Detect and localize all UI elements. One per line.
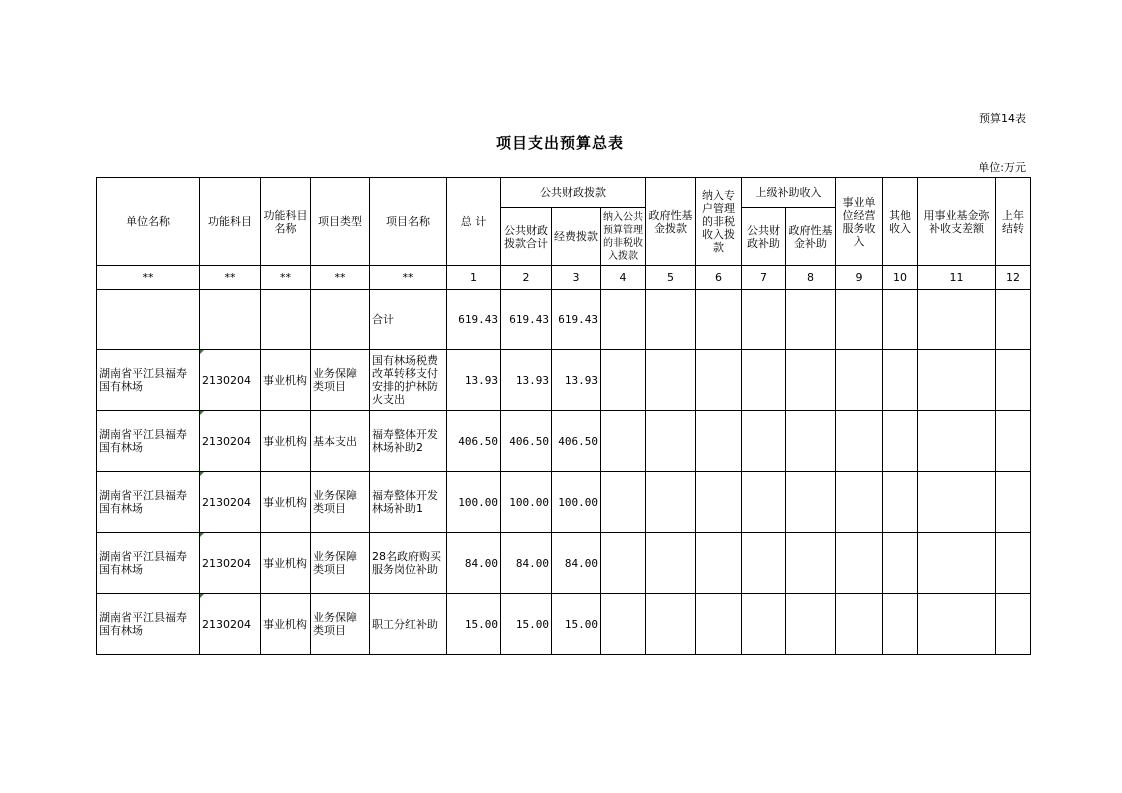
row-funding: 15.00 xyxy=(552,594,601,655)
index-row xyxy=(97,266,1031,290)
table-row xyxy=(97,350,1031,411)
row-code: 2130204 xyxy=(200,594,261,655)
unit-label: 单位:万元 xyxy=(978,161,1026,174)
header-project-type: 项目类型 xyxy=(311,178,370,266)
cell-empty xyxy=(97,290,200,350)
cell-empty xyxy=(786,472,836,533)
row-unit-name: 湖南省平江县福寿国有林场 xyxy=(97,472,200,533)
total-label: 合计 xyxy=(370,290,447,350)
cell-empty xyxy=(646,350,696,411)
cell-empty xyxy=(786,594,836,655)
row-unit-name: 湖南省平江县福寿国有林场 xyxy=(97,350,200,411)
cell-empty xyxy=(883,411,918,472)
row-project xyxy=(370,411,447,472)
header-business-income: 事业单位经营服务收入 xyxy=(836,178,883,266)
total-amount: 619.43 xyxy=(447,290,501,350)
cell-empty xyxy=(601,411,646,472)
cell-empty xyxy=(601,472,646,533)
header-gov-fund-subsidy: 政府性基金补助 xyxy=(786,208,836,266)
index-cell: 11 xyxy=(918,266,996,290)
row-public-finance: 100.00 xyxy=(501,472,552,533)
cell-empty xyxy=(883,594,918,655)
header-total: 总 计 xyxy=(447,178,501,266)
header-public-finance-subsidy: 公共财政补助 xyxy=(742,208,786,266)
cell-empty xyxy=(918,411,996,472)
row-project xyxy=(370,350,447,411)
header-public-finance-total: 公共财政拨款合计 xyxy=(501,208,552,266)
row-subject: 事业机构 xyxy=(261,594,311,655)
table-row xyxy=(97,472,1031,533)
cell-empty xyxy=(883,350,918,411)
cell-empty xyxy=(311,290,370,350)
table-header xyxy=(97,178,1031,290)
row-project xyxy=(370,472,447,533)
cell-empty xyxy=(996,290,1031,350)
row-public-finance: 406.50 xyxy=(501,411,552,472)
cell-empty xyxy=(601,350,646,411)
cell-empty xyxy=(836,472,883,533)
header-non-tax-budget: 纳入公共预算管理的非税收入拨款 xyxy=(601,208,646,266)
row-total: 84.00 xyxy=(447,533,501,594)
header-func-subject-name: 功能科目名称 xyxy=(261,178,311,266)
header-special-account: 纳入专户管理的非税收入拨款 xyxy=(696,178,742,266)
cell-empty xyxy=(742,411,786,472)
cell-empty xyxy=(786,533,836,594)
row-public-finance: 84.00 xyxy=(501,533,552,594)
header-gov-fund: 政府性基金拨款 xyxy=(646,178,696,266)
cell-empty xyxy=(742,472,786,533)
cell-empty xyxy=(786,411,836,472)
index-cell: 7 xyxy=(742,266,786,290)
index-cell: ** xyxy=(97,266,200,290)
header-unit-name: 单位名称 xyxy=(97,178,200,266)
row-subject: 事业机构 xyxy=(261,350,311,411)
index-cell: 9 xyxy=(836,266,883,290)
table-body xyxy=(97,290,1031,655)
cell-empty xyxy=(646,594,696,655)
header-funding: 经费拨款 xyxy=(552,208,601,266)
row-public-finance: 13.93 xyxy=(501,350,552,411)
cell-empty xyxy=(883,472,918,533)
cell-empty xyxy=(918,472,996,533)
row-code: 2130204 xyxy=(200,411,261,472)
row-unit-name: 湖南省平江县福寿国有林场 xyxy=(97,533,200,594)
header-other-income: 其他收入 xyxy=(883,178,918,266)
index-cell: 12 xyxy=(996,266,1031,290)
index-cell: 4 xyxy=(601,266,646,290)
cell-empty xyxy=(742,533,786,594)
row-project-text: 职工分红补助 xyxy=(372,617,438,631)
cell-empty xyxy=(996,472,1031,533)
index-cell: ** xyxy=(370,266,447,290)
cell-empty xyxy=(646,472,696,533)
cell-empty xyxy=(918,350,996,411)
cell-empty xyxy=(261,290,311,350)
cell-empty xyxy=(646,533,696,594)
row-code: 2130204 xyxy=(200,533,261,594)
header-fund-deficit: 用事业基金弥补收支差额 xyxy=(918,178,996,266)
row-code: 2130204 xyxy=(200,350,261,411)
cell-empty xyxy=(601,290,646,350)
row-type: 业务保障类项目 xyxy=(311,533,370,594)
row-public-finance: 15.00 xyxy=(501,594,552,655)
cell-empty xyxy=(836,411,883,472)
cell-empty xyxy=(646,290,696,350)
cell-empty xyxy=(696,290,742,350)
index-cell: 3 xyxy=(552,266,601,290)
cell-empty xyxy=(836,594,883,655)
index-cell: ** xyxy=(261,266,311,290)
index-cell: 1 xyxy=(447,266,501,290)
cell-empty xyxy=(883,290,918,350)
cell-empty xyxy=(200,290,261,350)
index-cell: ** xyxy=(200,266,261,290)
cell-empty xyxy=(786,290,836,350)
header-project-name: 项目名称 xyxy=(370,178,447,266)
index-cell: 5 xyxy=(646,266,696,290)
row-total: 15.00 xyxy=(447,594,501,655)
total-funding: 619.43 xyxy=(552,290,601,350)
total-row xyxy=(97,290,1031,350)
index-cell: 2 xyxy=(501,266,552,290)
row-project-text: 国有林场税费改革转移支付安排的护林防火支出 xyxy=(372,354,438,406)
row-project-text: 福寿整体开发林场补助2 xyxy=(372,428,438,454)
index-cell: 8 xyxy=(786,266,836,290)
cell-empty xyxy=(646,411,696,472)
cell-empty xyxy=(996,350,1031,411)
row-subject: 事业机构 xyxy=(261,411,311,472)
row-code: 2130204 xyxy=(200,472,261,533)
header-public-finance: 公共财政拨款 xyxy=(501,178,646,208)
cell-empty xyxy=(696,533,742,594)
cell-empty xyxy=(918,533,996,594)
index-cell: 10 xyxy=(883,266,918,290)
row-subject: 事业机构 xyxy=(261,533,311,594)
cell-empty xyxy=(996,594,1031,655)
row-project xyxy=(370,533,447,594)
cell-empty xyxy=(836,290,883,350)
cell-empty xyxy=(742,350,786,411)
row-project xyxy=(370,594,447,655)
row-funding: 100.00 xyxy=(552,472,601,533)
table-row xyxy=(97,533,1031,594)
cell-empty xyxy=(696,472,742,533)
table-row xyxy=(97,594,1031,655)
table-row xyxy=(97,411,1031,472)
cell-empty xyxy=(996,411,1031,472)
cell-empty xyxy=(696,594,742,655)
cell-empty xyxy=(601,594,646,655)
index-cell: ** xyxy=(311,266,370,290)
cell-empty xyxy=(918,594,996,655)
total-public-finance: 619.43 xyxy=(501,290,552,350)
header-func-subject: 功能科目 xyxy=(200,178,261,266)
row-type: 业务保障类项目 xyxy=(311,472,370,533)
cell-empty xyxy=(601,533,646,594)
row-project-text: 28名政府购买服务岗位补助 xyxy=(372,550,441,576)
row-funding: 406.50 xyxy=(552,411,601,472)
budget-table xyxy=(96,177,1031,655)
row-total: 100.00 xyxy=(447,472,501,533)
row-type: 业务保障类项目 xyxy=(311,594,370,655)
cell-empty xyxy=(786,350,836,411)
row-funding: 13.93 xyxy=(552,350,601,411)
header-superior-subsidy: 上级补助收入 xyxy=(742,178,836,208)
row-unit-name: 湖南省平江县福寿国有林场 xyxy=(97,594,200,655)
row-unit-name: 湖南省平江县福寿国有林场 xyxy=(97,411,200,472)
cell-empty xyxy=(742,290,786,350)
row-type: 基本支出 xyxy=(311,411,370,472)
index-cell: 6 xyxy=(696,266,742,290)
page-title: 项目支出预算总表 xyxy=(495,134,624,152)
row-total: 13.93 xyxy=(447,350,501,411)
row-project-text: 福寿整体开发林场补助1 xyxy=(372,489,438,515)
cell-empty xyxy=(742,594,786,655)
header-carryover: 上年结转 xyxy=(996,178,1031,266)
cell-empty xyxy=(836,350,883,411)
cell-empty xyxy=(696,350,742,411)
form-number: 预算14表 xyxy=(979,112,1026,125)
cell-empty xyxy=(918,290,996,350)
row-total: 406.50 xyxy=(447,411,501,472)
cell-empty xyxy=(696,411,742,472)
row-funding: 84.00 xyxy=(552,533,601,594)
row-subject: 事业机构 xyxy=(261,472,311,533)
cell-empty xyxy=(883,533,918,594)
row-type: 业务保障类项目 xyxy=(311,350,370,411)
cell-empty xyxy=(836,533,883,594)
cell-empty xyxy=(996,533,1031,594)
